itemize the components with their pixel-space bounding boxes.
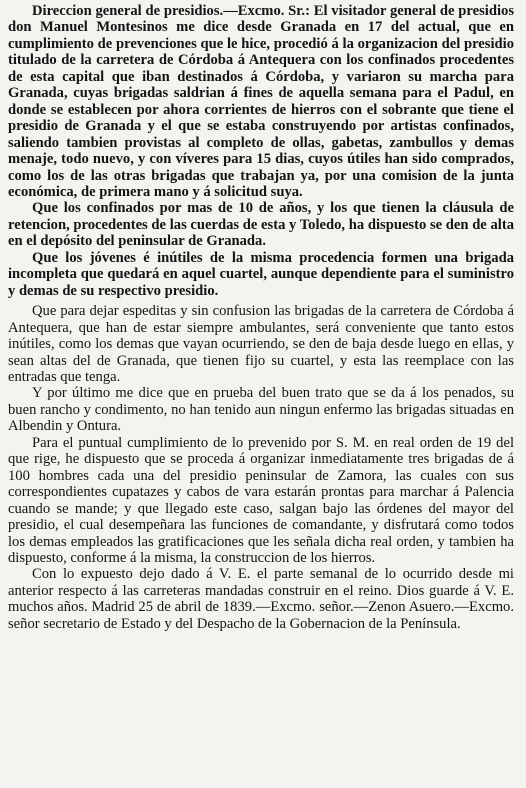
paragraph-1 [8, 3, 514, 200]
paragraph-4: Que para dejar espeditas y sin confusion las brigadas de la carretera de Córdoba á Antequera, que han de estar siempre ambulantes, será conveniente que tanto estos inútiles, como los demas que vayan ocurriendo, se den de baja desde luego en ellas, y sean altas del de Granada, que tienen fijo su cuartel, y esta las reemplace con las entradas que tenga. [8, 303, 514, 385]
paragraph-1-text: —Excmo. Sr.: El visitador general de presidios don Manuel Montesinos me dice desde Granada en 17 del actual, que en cumplimiento de prevenciones que le hice, procedió á la organizacion del presidio titulado de la carretera de Córdoba á Antequera con los confinados procedentes de esta capital que iban destinados á Córdoba, y variaron su marcha para Granada, cuyas brigadas saldrian á fines de aquella semana para el Padul, en donde se establecen por ahora corrientes de hierros con el sobrante que tiene el presidio de Granada y el que se estaba construyendo por artistas confinados, saliendo tambien provistas al completo de ollas, gabetas, zambullos y demas menaje, todo nuevo, y con víveres para 15 dias, cuyos útiles han sido comprados, como los de las otras brigadas que trabajan ya, por una comision de la junta económica, de primera mano y á solicitud suya. [8, 3, 514, 200]
paragraph-7: Con lo expuesto dejo dado á V. E. el parte semanal de lo ocurrido desde mi anterior respecto á las carreteras mandadas construir en el reino. Dios guarde á V. E. muchos años. Madrid 25 de abril de 1839.—Excmo. señor.—Zenon Asuero.—Excmo. señor secretario de Estado y del Despacho de la Gobernacion de la Península. [8, 566, 514, 632]
section-heading: Direccion general de presidios. [32, 3, 224, 19]
paragraph-3: Que los jóvenes é inútiles de la misma procedencia formen una brigada incompleta que quedará en aquel cuartel, aunque dependiente para el suministro y demas de su respectivo presidio. [8, 249, 514, 299]
paragraph-2: Que los confinados por mas de 10 de años, y los que tienen la cláusula de retencion, procedentes de las cuerdas de esta y Toledo, ha dispuesto se den de alta en el depósito del peninsular de Granada. [8, 200, 514, 250]
paragraph-5: Y por último me dice que en prueba del buen trato que se da á los penados, su buen rancho y condimento, no han tenido aun ningun enfermo las brigadas situadas en Albendin y Ontura. [8, 385, 514, 435]
paragraph-6: Para el puntual cumplimiento de lo prevenido por S. M. en real orden de 19 del que rige, he dispuesto que se proceda á organizar inmediatamente tres brigadas de á 100 hombres cada una del presidio peninsular de Zamora, las cuales con sus correspondientes cupatazes y cabos de vara estarán prontas para marchar á Palencia cuando se mande; y que llegado este caso, salgan bajo las órdenes del mayor del presidio, el cual desempeñara las funciones de comandante, y disfrutará como todos los demas empleados las gratificaciones que les señala dicha real orden, y tambien ha dispuesto, conforme á la misma, la construccion de los hierros. [8, 434, 514, 566]
